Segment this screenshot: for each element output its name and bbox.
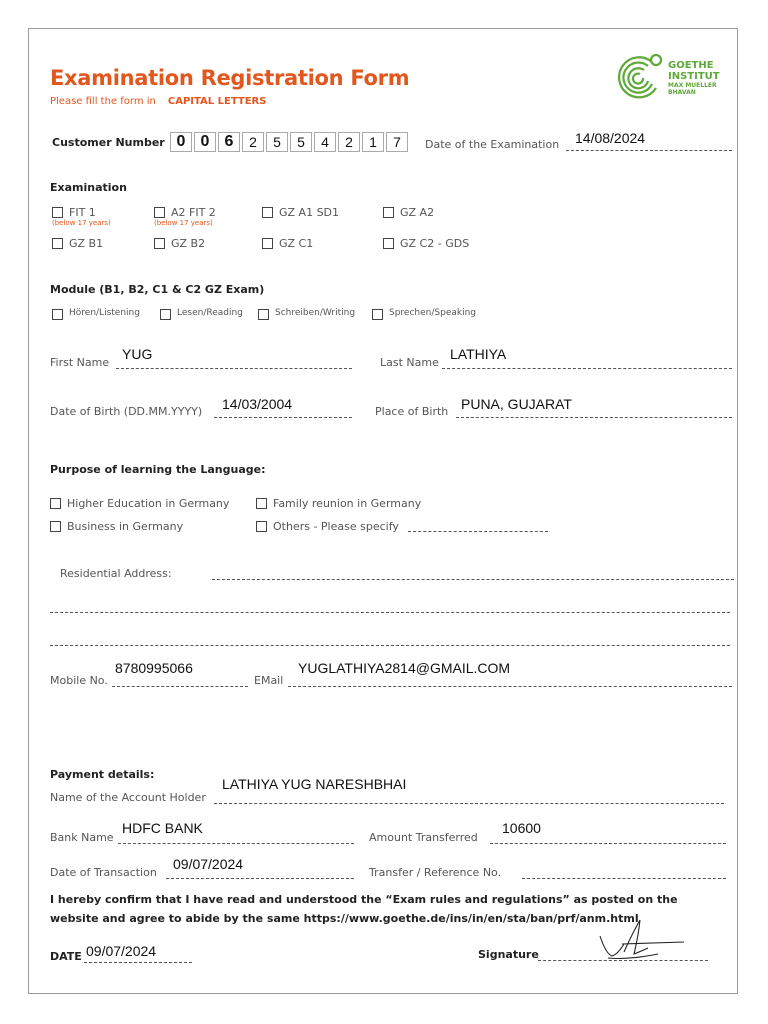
signature-icon — [588, 914, 688, 964]
mobile-line — [112, 686, 248, 687]
exam-option-a2fit2[interactable] — [154, 206, 216, 227]
checkbox[interactable] — [256, 521, 267, 532]
exam-date-field[interactable]: 14/08/2024 — [575, 130, 646, 146]
option-label: A2 FIT 2 — [171, 206, 216, 219]
address-line-3[interactable] — [50, 645, 730, 646]
exam-option-gzb1[interactable] — [52, 237, 103, 250]
module-option-listening[interactable] — [52, 308, 140, 320]
option-label: Others - Please specify — [273, 520, 399, 533]
last-name-line — [442, 368, 732, 369]
transaction-date-line — [166, 878, 354, 879]
transaction-date-field[interactable]: 09/07/2024 — [173, 856, 244, 872]
address-label: Residential Address: — [60, 567, 172, 580]
checkbox[interactable] — [160, 309, 171, 320]
checkbox[interactable] — [262, 238, 273, 249]
account-holder-line — [214, 803, 724, 804]
purpose-option-family-reunion[interactable] — [256, 497, 421, 510]
option-label: Schreiben/Writing — [275, 308, 356, 318]
purpose-option-business[interactable] — [50, 520, 183, 533]
option-label: GZ A1 SD1 — [279, 206, 340, 219]
digit-box[interactable]: 6 — [218, 132, 240, 152]
first-name-label: First Name — [50, 356, 110, 369]
address-line-2[interactable] — [50, 612, 730, 613]
option-label: Higher Education in Germany — [67, 497, 230, 510]
digit-box[interactable]: 0 — [170, 132, 192, 152]
purpose-heading: Purpose of learning the Language: — [50, 463, 266, 476]
exam-date-line — [566, 150, 732, 151]
option-label: GZ A2 — [400, 206, 435, 219]
digit-box[interactable]: 5 — [266, 132, 288, 152]
confirmation-text: I hereby confirm that I have read and understood the “Exam rules and regulations” as posted on the website and agree to abide by the same https://www.goethe.de/ins/in/en/sta/ban/prf/anm.html — [50, 893, 678, 925]
digit-box[interactable]: 4 — [314, 132, 336, 152]
bank-name-line — [118, 843, 354, 844]
last-name-label: Last Name — [380, 356, 439, 369]
mobile-field[interactable]: 8780995066 — [115, 660, 193, 676]
checkbox[interactable] — [50, 521, 61, 532]
checkbox[interactable] — [383, 238, 394, 249]
pob-field[interactable]: PUNA, GUJARAT — [461, 396, 572, 412]
amount-line — [490, 843, 726, 844]
email-label: EMail — [254, 674, 284, 687]
checkbox[interactable] — [256, 498, 267, 509]
exam-option-gza2[interactable] — [383, 206, 434, 219]
pob-label: Place of Birth — [375, 405, 449, 418]
option-label: Business in Germany — [67, 520, 184, 533]
digit-box[interactable]: 5 — [290, 132, 312, 152]
customer-number-boxes — [170, 132, 410, 152]
purpose-option-higher-education[interactable] — [50, 497, 229, 510]
first-name-line — [116, 368, 352, 369]
account-holder-field[interactable]: LATHIYA YUG NARESHBHAI — [222, 776, 407, 792]
option-label: Lesen/Reading — [177, 308, 243, 318]
digit-box[interactable]: 1 — [362, 132, 384, 152]
reference-label: Transfer / Reference No. — [369, 866, 502, 879]
exam-option-gzb2[interactable] — [154, 237, 205, 250]
option-label: Hören/Listening — [69, 308, 140, 318]
subtitle-caps: CAPITAL LETTERS — [167, 96, 267, 107]
others-specify-line[interactable] — [408, 531, 548, 532]
amount-field[interactable]: 10600 — [502, 820, 541, 836]
bank-name-field[interactable]: HDFC BANK — [122, 820, 203, 836]
exam-date-label: Date of the Examination — [425, 138, 560, 151]
date-label: DATE — [50, 950, 82, 963]
date-field[interactable]: 09/07/2024 — [86, 943, 157, 959]
module-heading: Module (B1, B2, C1 & C2 GZ Exam) — [50, 283, 265, 296]
checkbox[interactable] — [50, 498, 61, 509]
reference-line[interactable] — [522, 878, 726, 879]
goethe-logo-text — [668, 60, 720, 96]
option-label: Sprechen/Speaking — [389, 308, 476, 318]
mobile-label: Mobile No. — [50, 674, 108, 687]
purpose-option-others[interactable] — [256, 520, 399, 533]
amount-label: Amount Transferred — [369, 831, 478, 844]
examination-heading: Examination — [50, 181, 127, 194]
exam-option-gzc2[interactable] — [383, 237, 469, 250]
dob-line — [214, 417, 352, 418]
transaction-date-label: Date of Transaction — [50, 866, 157, 879]
option-label: FIT 1 — [69, 206, 96, 219]
pob-line — [456, 417, 732, 418]
option-label: GZ B1 — [69, 237, 104, 250]
first-name-field[interactable]: YUG — [122, 346, 153, 362]
age-note: (below 17 years) — [52, 219, 111, 227]
bank-name-label: Bank Name — [50, 831, 114, 844]
checkbox[interactable] — [52, 309, 63, 320]
checkbox[interactable] — [258, 309, 269, 320]
email-line — [288, 686, 732, 687]
option-label: GZ C1 — [279, 237, 314, 250]
digit-box[interactable]: 2 — [338, 132, 360, 152]
exam-option-gzc1[interactable] — [262, 237, 313, 250]
checkbox[interactable] — [154, 207, 165, 218]
age-note: (below 17 years) — [154, 219, 213, 227]
payment-heading: Payment details: — [50, 768, 155, 781]
digit-box[interactable]: 0 — [194, 132, 216, 152]
dob-field[interactable]: 14/03/2004 — [222, 396, 293, 412]
email-field[interactable]: YUGLATHIYA2814@GMAIL.COM — [298, 660, 511, 676]
checkbox[interactable] — [52, 238, 63, 249]
signature-label: Signature — [478, 948, 539, 961]
subtitle-text: Please fill the form in — [50, 96, 156, 107]
module-option-writing[interactable] — [258, 308, 355, 320]
exam-option-gza1sd1[interactable] — [262, 206, 339, 219]
last-name-field[interactable]: LATHIYA — [450, 346, 507, 362]
checkbox[interactable] — [52, 207, 63, 218]
logo-line-4: BHAVAN — [668, 89, 696, 96]
dob-label: Date of Birth (DD.MM.YYYY) — [50, 405, 203, 418]
module-option-speaking[interactable] — [372, 308, 476, 320]
exam-option-fit1[interactable] — [52, 206, 111, 227]
option-label: GZ C2 - GDS — [400, 237, 470, 250]
form-frame — [28, 28, 738, 994]
digit-box[interactable]: 2 — [242, 132, 264, 152]
account-holder-label: Name of the Account Holder — [50, 791, 206, 804]
digit-box[interactable]: 7 — [386, 132, 408, 152]
checkbox[interactable] — [262, 207, 273, 218]
logo-line-3: MAX MUELLER — [668, 82, 717, 89]
logo-line-1: GOETHE — [668, 60, 714, 71]
checkbox[interactable] — [154, 238, 165, 249]
customer-number-label: Customer Number — [52, 136, 165, 149]
form-subtitle — [50, 96, 266, 107]
address-line-1[interactable] — [212, 579, 734, 580]
form-title: Examination Registration Form — [50, 66, 410, 90]
checkbox[interactable] — [383, 207, 394, 218]
date-line — [84, 962, 192, 963]
option-label: Family reunion in Germany — [273, 497, 422, 510]
checkbox[interactable] — [372, 309, 383, 320]
option-label: GZ B2 — [171, 237, 206, 250]
logo-line-2: INSTITUT — [668, 71, 720, 82]
module-option-reading[interactable] — [160, 308, 243, 320]
